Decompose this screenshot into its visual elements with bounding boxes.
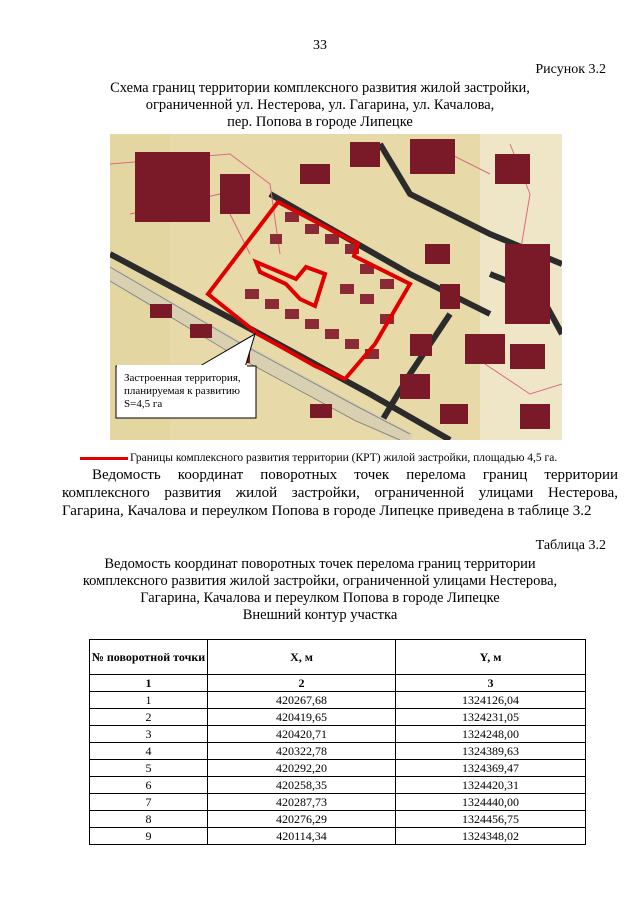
x-value: 420419,65 bbox=[208, 709, 396, 726]
x-value: 420420,71 bbox=[208, 726, 396, 743]
column-number: 2 bbox=[208, 675, 396, 692]
y-value: 1324248,00 bbox=[396, 726, 586, 743]
table-row bbox=[90, 709, 586, 726]
y-value: 1324389,63 bbox=[396, 743, 586, 760]
table-row bbox=[90, 811, 586, 828]
header-x: X, м bbox=[208, 640, 396, 675]
figure-title-line-3: пер. Попова в городе Липецке bbox=[227, 114, 413, 130]
figure-label: Рисунок 3.2 bbox=[535, 62, 606, 77]
table-header-row bbox=[90, 640, 586, 675]
x-value: 420292,20 bbox=[208, 760, 396, 777]
table-title-line-3: Гагарина, Качалова и переулком Попова в городе Липецке bbox=[140, 590, 500, 606]
boundary-line-swatch bbox=[80, 457, 128, 460]
map-legend bbox=[80, 452, 620, 464]
x-value: 420322,78 bbox=[208, 743, 396, 760]
x-value: 420114,34 bbox=[208, 828, 396, 845]
x-value: 420258,35 bbox=[208, 777, 396, 794]
header-point-number: № поворотной точки bbox=[90, 640, 208, 675]
table-row bbox=[90, 794, 586, 811]
point-number: 3 bbox=[90, 726, 208, 743]
y-value: 1324348,02 bbox=[396, 828, 586, 845]
point-number: 2 bbox=[90, 709, 208, 726]
point-number: 4 bbox=[90, 743, 208, 760]
coordinates-table bbox=[89, 639, 586, 845]
table-title-line-1: Ведомость координат поворотных точек перелома границ территории bbox=[104, 556, 536, 572]
table-row bbox=[90, 828, 586, 845]
y-value: 1324369,47 bbox=[396, 760, 586, 777]
table-row bbox=[90, 760, 586, 777]
point-number: 8 bbox=[90, 811, 208, 828]
y-value: 1324456,75 bbox=[396, 811, 586, 828]
table-row bbox=[90, 692, 586, 709]
map-callout bbox=[124, 372, 252, 411]
point-number: 6 bbox=[90, 777, 208, 794]
column-number-row bbox=[90, 675, 586, 692]
column-number: 3 bbox=[396, 675, 586, 692]
x-value: 420287,73 bbox=[208, 794, 396, 811]
page-number: 33 bbox=[313, 38, 327, 53]
point-number: 1 bbox=[90, 692, 208, 709]
figure-title-line-2: ограниченной ул. Нестерова, ул. Гагарина, ул. Качалова, bbox=[145, 97, 495, 113]
y-value: 1324231,05 bbox=[396, 709, 586, 726]
table-label: Таблица 3.2 bbox=[535, 538, 606, 553]
point-number: 5 bbox=[90, 760, 208, 777]
legend-text: Границы комплексного развития территории (КРТ) жилой застройки, площадью 4,5 га. bbox=[130, 452, 558, 464]
x-value: 420276,29 bbox=[208, 811, 396, 828]
y-value: 1324126,04 bbox=[396, 692, 586, 709]
table-title-line-4: Внешний контур участка bbox=[242, 607, 398, 623]
point-number: 7 bbox=[90, 794, 208, 811]
header-y: Y, м bbox=[396, 640, 586, 675]
x-value: 420267,68 bbox=[208, 692, 396, 709]
table-row bbox=[90, 726, 586, 743]
table-row bbox=[90, 777, 586, 794]
map-callout-line-2: планируемая к развитию bbox=[124, 385, 241, 397]
y-value: 1324420,31 bbox=[396, 777, 586, 794]
table-row bbox=[90, 743, 586, 760]
map-callout-line-3: S=4,5 га bbox=[124, 398, 163, 410]
site-map bbox=[110, 134, 562, 440]
column-number: 1 bbox=[90, 675, 208, 692]
table-title-line-2: комплексного развития жилой застройки, ограниченной улицами Нестерова, bbox=[82, 573, 558, 589]
map-callout-line-1: Застроенная территория, bbox=[124, 372, 241, 384]
figure-title-line-1: Схема границ территории комплексного развития жилой застройки, bbox=[110, 80, 530, 96]
y-value: 1324440,00 bbox=[396, 794, 586, 811]
point-number: 9 bbox=[90, 828, 208, 845]
body-paragraph bbox=[62, 466, 618, 520]
body-paragraph-text: Ведомость координат поворотных точек перелома границ территории комплексного развития жилой застройки, ограниченной улицами Нестерова, Гагарина, Качалова и переулком Попова в городе Липецке приведена в таблице 3.2 bbox=[62, 467, 618, 519]
